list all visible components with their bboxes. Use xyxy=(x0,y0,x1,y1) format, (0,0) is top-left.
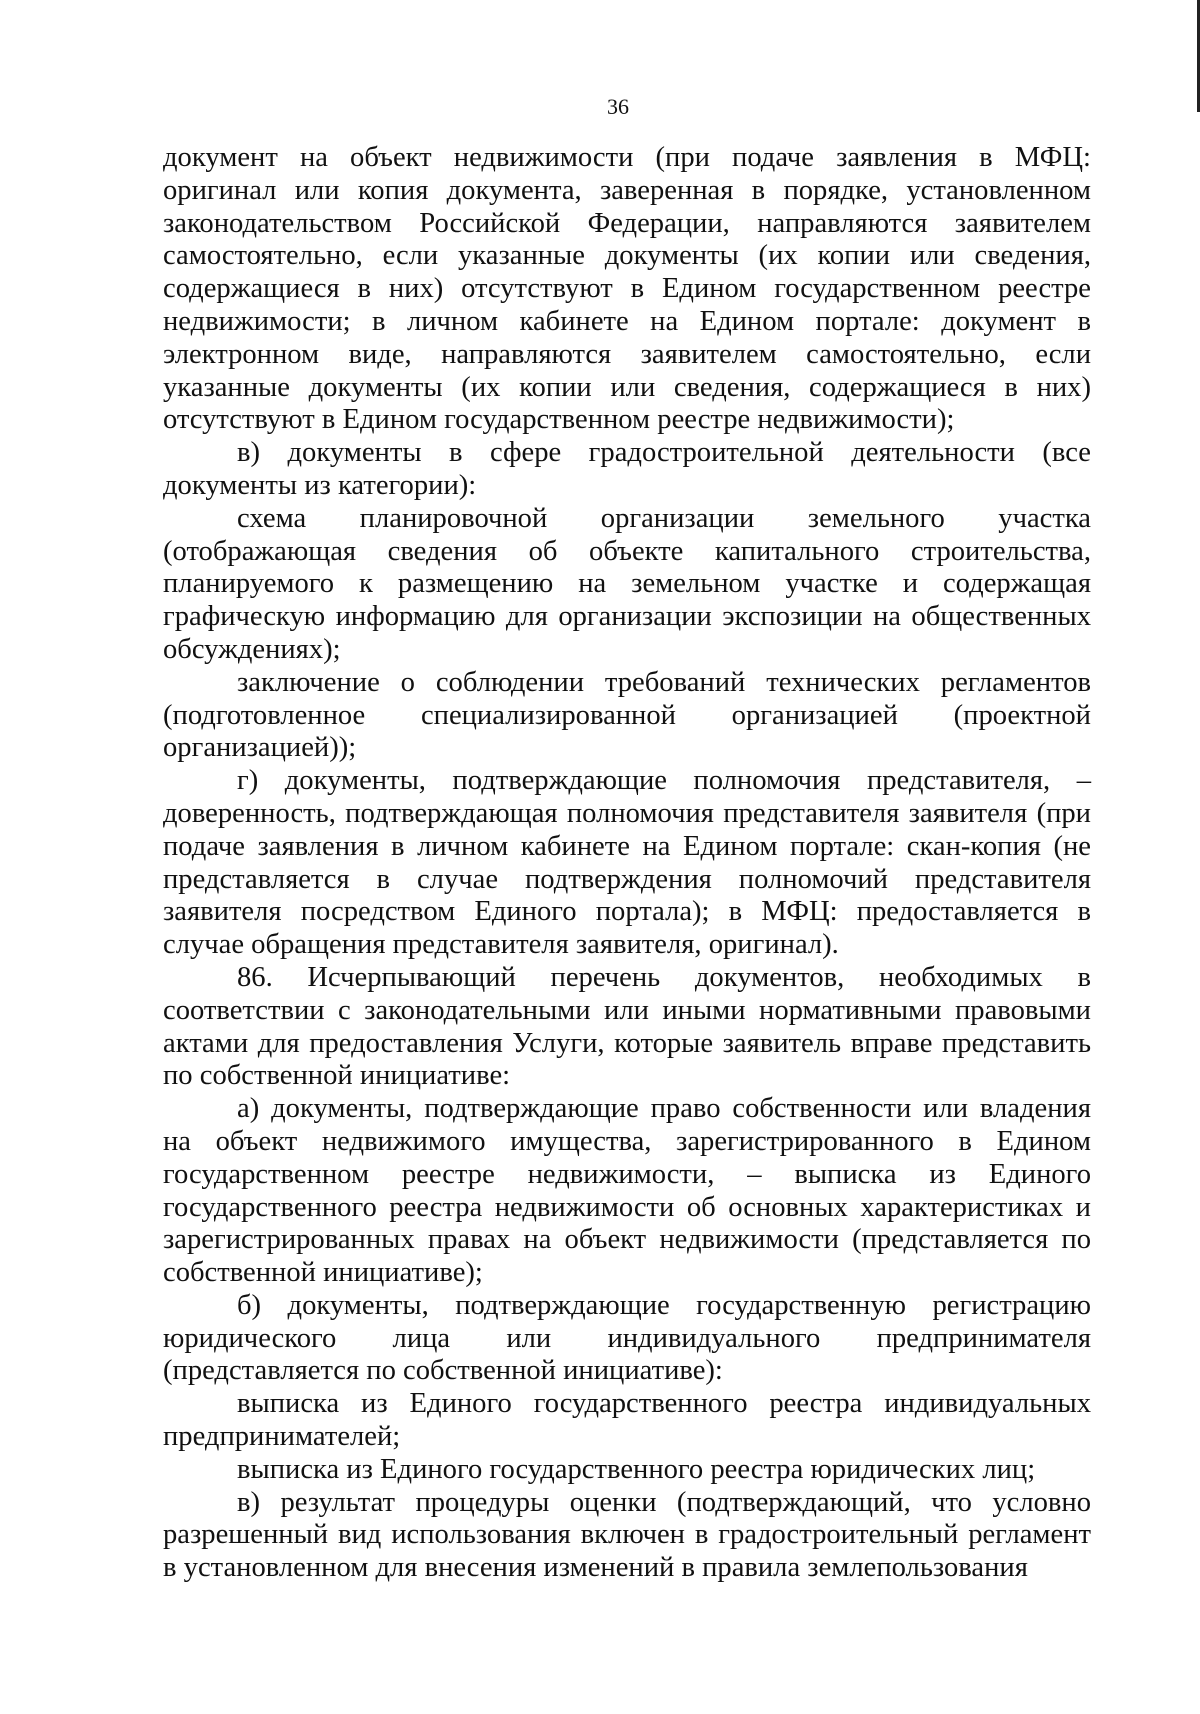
page-number: 36 xyxy=(607,94,629,119)
paragraph-item-v-assessment: в) результат процедуры оценки (подтверждающий, что условно разрешенный вид использования включен в градостроительный регламент в установленном для внесения изменений в правила землепользования xyxy=(163,1486,1091,1584)
paragraph-egrul-extract: выписка из Единого государственного реестра юридических лиц; xyxy=(237,1453,1036,1485)
paragraph-item-a-ownership: а) документы, подтверждающие право собственности или владения на объект недвижимого имущества, зарегистрированного в Едином государственном реестре недвижимости, – выписка из Единого государственного реестра недвижимости об основных характеристиках и зарегистрированных правах на объект недвижимости (представляется по собственной инициативе); xyxy=(163,1093,1091,1289)
paragraph-egrip-extract: выписка из Единого государственного реестра индивидуальных предпринимателей; xyxy=(163,1388,1091,1453)
document-body xyxy=(163,142,1091,1585)
paragraph-item-v-urban-planning: в) документы в сфере градостроительной деятельности (все документы из категории): xyxy=(163,437,1091,501)
paragraph-continuation: документ на объект недвижимости (при подаче заявления в МФЦ: оригинал или копия документа, заверенная в порядке, установленном законодательством Российской Федерации, направляются заявителем самостоятельно, если указанные документы (их копии или сведения, содержащиеся в них) отсутствуют в Едином государственном реестре недвижимости; в личном кабинете на Едином портале: документ в электронном виде, направляются заявителем самостоятельно, если указанные документы (их копии или сведения, содержащиеся в них) отсутствуют в Едином государственном реестре недвижимости); xyxy=(163,142,1091,436)
paragraph-site-plan-scheme: схема планировочной организации земельного участка (отображающая сведения об объекте капитального строительства, планируемого к размещению на земельном участке и содержащая графическую информацию для организации экспозиции на общественных обсуждениях); xyxy=(163,502,1091,665)
paragraph-item-b-registration: б) документы, подтверждающие государственную регистрацию юридического лица или индивидуального предпринимателя (представляется по собственной инициативе): xyxy=(163,1289,1091,1387)
paragraph-item-g-representative: г) документы, подтверждающие полномочия представителя, – доверенность, подтверждающая полномочия представителя заявителя (при подаче заявления в личном кабинете на Едином портале: скан-копия (не представляется в случае подтверждения полномочий представителя заявителя посредством Единого портала); в МФЦ: предоставляется в случае обращения представителя заявителя, оригинал). xyxy=(163,765,1091,961)
paragraph-technical-compliance: заключение о соблюдении требований технических регламентов (подготовленное специализированной организацией (проектной организацией)); xyxy=(163,666,1091,764)
paragraph-clause-86: 86. Исчерпывающий перечень документов, необходимых в соответствии с законодательными или иными нормативными правовыми актами для предоставления Услуги, которые заявитель вправе представить по собственной инициативе: xyxy=(163,961,1091,1092)
